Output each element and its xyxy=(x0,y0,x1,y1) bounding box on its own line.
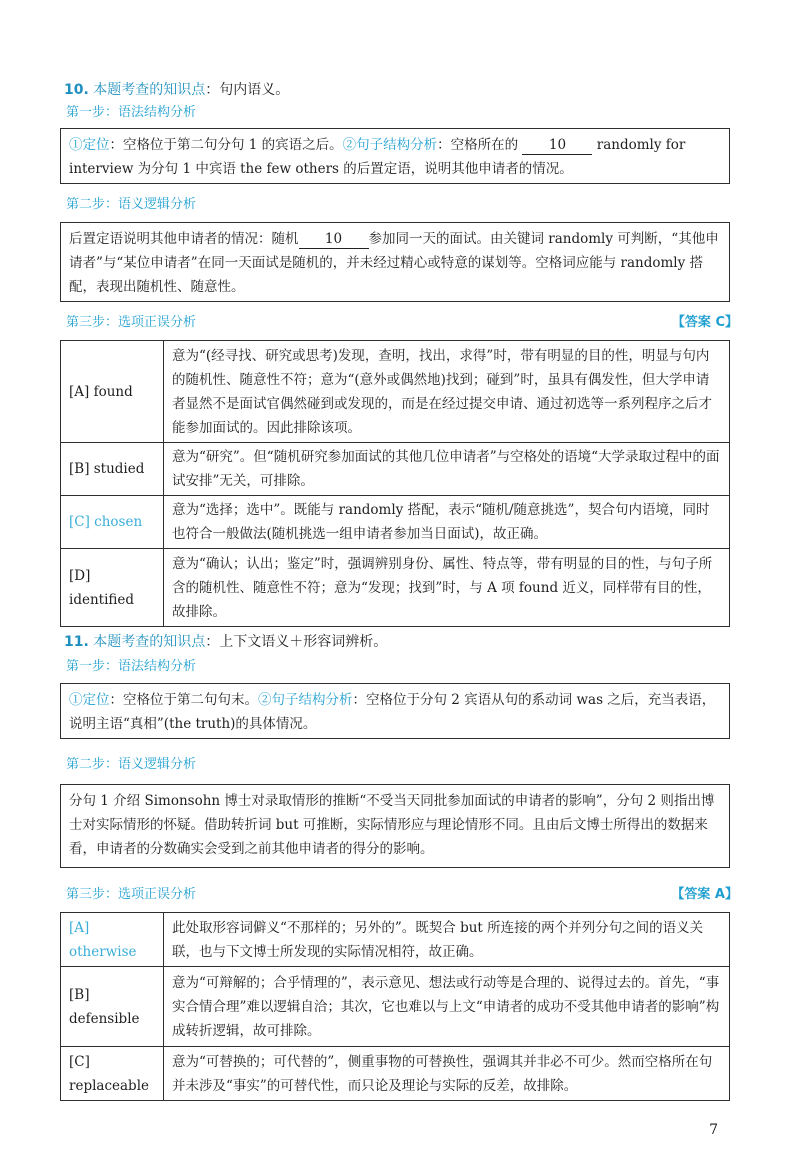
q10-option-row-b xyxy=(61,443,730,496)
q11-option-row-a xyxy=(61,913,730,967)
q11-title xyxy=(64,632,387,652)
q10-option-row-c xyxy=(61,496,730,549)
q11-label: 本题考查的知识点 xyxy=(93,634,206,650)
q11-step1-text1: ：空格位于第二句句末。 xyxy=(109,692,258,708)
q10-step2-box xyxy=(60,222,730,302)
q11-option-a-desc: 此处取形容词僻义“不那样的；另外的”。既契合 but 所连接的两个并列分句之间的语义关联，也与下文博士所发现的实际情况相符，故正确。 xyxy=(164,913,730,967)
q10-step1-text3: randomly for interview 为分句 1 中宾语 the few others 的后置定语，说明其他申请者的情况。 xyxy=(69,137,686,177)
q11-option-b-desc: 意为“可辩解的；合乎情理的”，表示意见、想法或行动等是合理的、说得过去的。首先，“事实合情合理”难以逻辑自洽；其次，它也难以与上文“申请者的成功不受其他申请者的影响”构成转折逻辑，故可排除。 xyxy=(164,967,730,1047)
q10-option-b-desc: 意为“研究”。但“随机研究参加面试的其他几位申请者”与空格处的语境“大学录取过程中的面试安排”无关，可排除。 xyxy=(164,443,730,496)
q11-option-a-label: [A] otherwise xyxy=(61,913,164,967)
q10-option-row-d xyxy=(61,549,730,627)
q10-label: 本题考查的知识点 xyxy=(93,82,206,98)
q11-option-c-label: [C] replaceable xyxy=(61,1047,164,1101)
q10-step1-text2: ：空格所在的 xyxy=(437,137,519,153)
q10-title xyxy=(64,80,289,100)
q11-option-row-b xyxy=(61,967,730,1047)
q10-step2-text1: 后置定语说明其他申请者的情况：随机 xyxy=(69,231,299,247)
q10-option-c-label: [C] chosen xyxy=(61,496,164,549)
q11-step1-box xyxy=(60,683,730,739)
q10-step1-box xyxy=(60,128,730,184)
q10-number: 10. xyxy=(64,82,89,98)
q10-step2-title: 第二步：语义逻辑分析 xyxy=(66,197,197,212)
q11-option-c-desc: 意为“可替换的；可代替的”，侧重事物的可替换性，强调其并非必不可少。然而空格所在句并未涉及“事实”的可替代性，而只论及理论与实际的反差，故排除。 xyxy=(164,1047,730,1101)
q11-mark-structure: ②句子结构分析 xyxy=(258,692,353,708)
q10-option-a-desc: 意为“(经寻找、研究或思考)发现，查明，找出，求得”时，带有明显的目的性，明显与句内的随机性、随意性不符；意为“(意外或偶然地)找到；碰到”时，虽具有偶发性，但大学申请者显然不是面试官偶然碰到或发现的，而是在经过提交申请、通过初选等一系列程序之后才能参加面试的。因此排除该项。 xyxy=(164,341,730,443)
q11-topic: ：上下文语义＋形容词辨析。 xyxy=(205,634,388,650)
q11-step2-box: 分句 1 介绍 Simonsohn 博士对录取情形的推断“不受当天同批参加面试的申请者的影响”，分句 2 则指出博士对实际情形的怀疑。借助转折词 but 可推断，实际情形应与理论情形不同。且由后文博士所得出的数据来看，申请者的分数确实会受到之前其他申请者的得分的影响。 xyxy=(60,784,730,868)
q11-number: 11. xyxy=(64,634,89,650)
q10-option-c-desc: 意为“选择；选中”。既能与 randomly 搭配，表示“随机/随意挑选”，契合句内语境，同时也符合一般做法(随机挑选一组申请者参加当日面试)，故正确。 xyxy=(164,496,730,549)
q11-answer: 【答案 A】 xyxy=(671,887,738,902)
q10-option-a-label: [A] found xyxy=(61,341,164,443)
q10-option-d-desc: 意为“确认；认出；鉴定”时，强调辨别身份、属性、特点等，带有明显的目的性，与句子所含的随机性、随意性不符；意为“发现；找到”时，与 A 项 found 近义，同样带有目的性，故排除。 xyxy=(164,549,730,627)
q10-option-d-label: [D] identified xyxy=(61,549,164,627)
q10-mark-locate: ①定位 xyxy=(69,137,110,153)
q10-blank-2: 10 xyxy=(299,230,369,249)
q11-step1-text2: ：空格位于分句 2 宾语从句的系动词 was 之后，充当表语，说明主语“真相”(the truth)的具体情况。 xyxy=(69,692,716,732)
q10-mark-structure: ②句子结构分析 xyxy=(342,137,438,153)
q10-step1-title: 第一步：语法结构分析 xyxy=(66,105,197,120)
q10-option-b-label: [B] studied xyxy=(61,443,164,496)
q11-options-table xyxy=(60,912,730,1101)
q11-step2-title: 第二步：语义逻辑分析 xyxy=(66,757,197,772)
q10-step1-text1: ：空格位于第二句分句 1 的宾语之后。 xyxy=(109,137,343,153)
q10-topic: ：句内语义。 xyxy=(205,82,290,98)
q11-mark-locate: ①定位 xyxy=(69,692,110,708)
q11-option-b-label: [B] defensible xyxy=(61,967,164,1047)
q10-step3-title: 第三步：选项正误分析 xyxy=(66,315,197,330)
q11-step3-title: 第三步：选项正误分析 xyxy=(66,887,197,902)
q10-answer: 【答案 C】 xyxy=(671,315,738,330)
q11-option-row-c xyxy=(61,1047,730,1101)
q10-options-table xyxy=(60,340,730,627)
q10-blank: 10 xyxy=(522,136,592,155)
page-number: 7 xyxy=(709,1122,718,1138)
q10-step2-text2: 参加同一天的面试。由关键词 randomly 可判断，“其他申请者”与“某位申请者”在同一天面试是随机的，并未经过精心或特意的谋划等。空格词应能与 randomly 搭配，表现出随机性、随意性。 xyxy=(69,231,719,295)
q11-step1-title: 第一步：语法结构分析 xyxy=(66,659,197,674)
q10-option-row-a xyxy=(61,341,730,443)
